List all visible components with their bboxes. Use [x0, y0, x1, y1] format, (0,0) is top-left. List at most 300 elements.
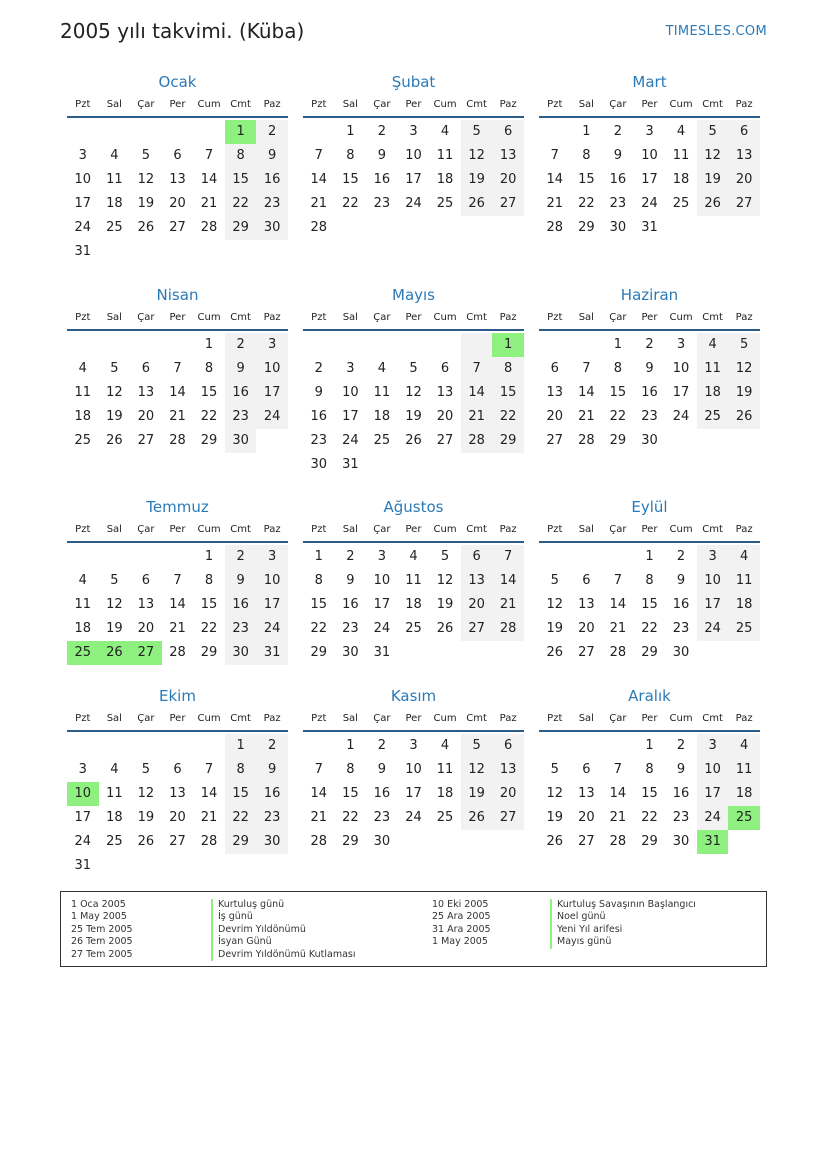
- day-cell: 31: [74, 244, 92, 259]
- weekday-label: Cum: [669, 712, 693, 724]
- holiday-day-cell: 26: [99, 641, 131, 665]
- day-cell: 22: [310, 621, 328, 636]
- empty-day-cell: [461, 453, 493, 477]
- day-cell: 20: [169, 810, 186, 825]
- day-cell: 27: [169, 834, 186, 849]
- day-cell: 14: [169, 385, 186, 400]
- weekday-label: Paz: [499, 712, 517, 724]
- day-cell: 9: [314, 385, 323, 400]
- day-cell: 23: [310, 433, 328, 448]
- legend-name: Devrim Yıldönümü Kutlaması: [211, 949, 356, 961]
- empty-day-cell: [193, 120, 225, 144]
- day-cell: 13: [169, 786, 186, 801]
- day-cell: 25: [697, 405, 729, 429]
- day-grid: [67, 734, 288, 878]
- day-cell: 8: [492, 357, 524, 381]
- site-link[interactable]: TIMESLES.COM: [665, 24, 767, 39]
- legend-name: İş günü: [211, 911, 356, 923]
- day-cell: 13: [492, 758, 524, 782]
- day-cell: 3: [697, 734, 729, 758]
- day-cell: 18: [74, 409, 92, 424]
- day-cell: 3: [409, 738, 418, 753]
- month-block: [539, 686, 760, 854]
- day-cell: 29: [492, 429, 524, 453]
- empty-day-cell: [366, 453, 398, 477]
- day-cell: 10: [373, 573, 391, 588]
- legend-names-left: [211, 899, 356, 961]
- day-cell: 29: [225, 830, 257, 854]
- day-cell: 10: [256, 357, 288, 381]
- day-cell: 26: [405, 433, 422, 448]
- day-cell: 11: [697, 357, 729, 381]
- empty-day-cell: [728, 641, 760, 665]
- day-cell: 28: [169, 645, 186, 660]
- day-cell: 8: [346, 148, 355, 163]
- empty-day-cell: [162, 240, 194, 264]
- day-grid: [303, 120, 524, 240]
- weekday-label: Cmt: [466, 311, 487, 323]
- day-cell: 6: [582, 762, 591, 777]
- day-cell: 6: [173, 762, 182, 777]
- day-cell: 13: [137, 385, 155, 400]
- day-cell: 20: [578, 621, 595, 636]
- day-cell: 7: [173, 361, 182, 376]
- day-cell: 11: [106, 172, 123, 187]
- day-cell: 11: [436, 762, 454, 777]
- header-rule: [303, 329, 524, 331]
- day-cell: 23: [225, 405, 257, 429]
- weekday-label: Sal: [106, 712, 122, 724]
- day-cell: 21: [169, 409, 186, 424]
- day-cell: 31: [74, 858, 92, 873]
- day-cell: 25: [373, 433, 391, 448]
- day-cell: 2: [225, 545, 257, 569]
- day-cell: 1: [645, 738, 654, 753]
- day-cell: 18: [436, 172, 454, 187]
- day-cell: 25: [672, 196, 690, 211]
- day-cell: 3: [676, 337, 686, 352]
- day-cell: 14: [609, 786, 627, 801]
- day-cell: 15: [310, 597, 328, 612]
- weekday-label: Cum: [669, 98, 693, 110]
- day-cell: 28: [609, 834, 627, 849]
- day-cell: 31: [342, 457, 359, 472]
- day-cell: 14: [310, 172, 328, 187]
- day-cell: 5: [110, 361, 119, 376]
- empty-day-cell: [728, 830, 760, 854]
- month-block: [67, 72, 288, 264]
- month-block: [539, 497, 760, 665]
- day-cell: 23: [672, 621, 690, 636]
- day-cell: 11: [74, 597, 92, 612]
- day-cell: 11: [436, 148, 454, 163]
- weekday-label: Sal: [342, 98, 358, 110]
- weekday-label: Cmt: [230, 98, 251, 110]
- header-rule: [539, 116, 760, 118]
- legend-date: 1 May 2005: [71, 911, 127, 923]
- weekday-label: Paz: [735, 523, 753, 535]
- day-cell: 8: [346, 762, 355, 777]
- day-cell: 25: [728, 617, 760, 641]
- day-grid: [539, 734, 760, 854]
- day-cell: 22: [200, 621, 218, 636]
- day-cell: 22: [641, 810, 658, 825]
- day-cell: 27: [436, 433, 454, 448]
- day-cell: 27: [546, 433, 564, 448]
- day-cell: 12: [728, 357, 760, 381]
- weekday-header: [303, 305, 524, 329]
- day-cell: 13: [436, 385, 454, 400]
- month-name: Haziran: [620, 286, 679, 304]
- weekday-label: Per: [405, 98, 422, 110]
- weekday-label: Cum: [197, 523, 221, 535]
- day-cell: 29: [225, 216, 257, 240]
- empty-day-cell: [398, 216, 430, 240]
- weekday-label: Pzt: [311, 98, 327, 110]
- day-grid: [67, 545, 288, 665]
- day-cell: 15: [200, 385, 218, 400]
- day-cell: 20: [728, 168, 760, 192]
- month-block: [303, 686, 524, 854]
- day-cell: 19: [728, 381, 760, 405]
- day-cell: 6: [173, 148, 182, 163]
- day-cell: 18: [373, 409, 391, 424]
- empty-day-cell: [162, 854, 194, 878]
- legend-dates-right: [432, 899, 491, 949]
- day-cell: 14: [169, 597, 186, 612]
- day-cell: 2: [225, 333, 257, 357]
- holiday-day-cell: 31: [697, 830, 729, 854]
- empty-day-cell: [728, 216, 760, 240]
- empty-day-cell: [130, 854, 162, 878]
- day-cell: 9: [377, 148, 387, 163]
- day-cell: 25: [405, 621, 422, 636]
- empty-day-cell: [130, 545, 162, 569]
- day-cell: 13: [492, 144, 524, 168]
- day-cell: 20: [461, 593, 493, 617]
- day-cell: 6: [141, 361, 151, 376]
- day-cell: 8: [613, 361, 623, 376]
- weekday-label: Per: [641, 311, 658, 323]
- holiday-day-cell: 25: [728, 806, 760, 830]
- day-cell: 16: [641, 385, 658, 400]
- day-cell: 3: [697, 545, 729, 569]
- day-cell: 22: [342, 810, 359, 825]
- weekday-label: Paz: [735, 98, 753, 110]
- legend-name: Mayıs günü: [550, 936, 696, 948]
- day-cell: 28: [200, 834, 218, 849]
- weekday-label: Cum: [669, 311, 693, 323]
- day-cell: 24: [342, 433, 359, 448]
- day-cell: 27: [137, 433, 155, 448]
- page-title: 2005 yılı takvimi. (Küba): [60, 19, 305, 43]
- day-cell: 28: [546, 220, 564, 235]
- day-cell: 20: [578, 810, 595, 825]
- day-cell: 24: [641, 196, 658, 211]
- header-rule: [303, 116, 524, 118]
- day-cell: 1: [204, 337, 214, 352]
- day-cell: 22: [225, 192, 257, 216]
- day-cell: 5: [409, 361, 418, 376]
- day-cell: 24: [697, 806, 729, 830]
- day-cell: 28: [310, 834, 328, 849]
- day-cell: 7: [613, 762, 623, 777]
- weekday-label: Per: [169, 712, 186, 724]
- day-cell: 13: [728, 144, 760, 168]
- day-grid: [303, 333, 524, 477]
- day-cell: 3: [409, 124, 418, 139]
- weekday-header: [67, 517, 288, 541]
- day-cell: 1: [346, 738, 355, 753]
- day-cell: 28: [310, 220, 328, 235]
- day-cell: 30: [373, 834, 391, 849]
- day-cell: 7: [582, 361, 591, 376]
- day-cell: 12: [137, 786, 155, 801]
- empty-day-cell: [130, 333, 162, 357]
- weekday-label: Pzt: [547, 712, 563, 724]
- day-cell: 4: [697, 333, 729, 357]
- weekday-label: Per: [405, 311, 422, 323]
- weekday-label: Çar: [373, 712, 391, 724]
- empty-day-cell: [130, 734, 162, 758]
- day-cell: 4: [440, 738, 450, 753]
- day-cell: 30: [609, 220, 627, 235]
- day-cell: 10: [342, 385, 359, 400]
- weekday-label: Çar: [137, 712, 155, 724]
- day-cell: 7: [204, 762, 214, 777]
- day-cell: 30: [672, 645, 690, 660]
- day-cell: 18: [672, 172, 690, 187]
- day-cell: 6: [492, 734, 524, 758]
- empty-day-cell: [429, 216, 461, 240]
- day-cell: 22: [200, 409, 218, 424]
- day-cell: 31: [256, 641, 288, 665]
- day-cell: 20: [436, 409, 454, 424]
- day-cell: 21: [200, 196, 218, 211]
- weekday-label: Cum: [433, 311, 457, 323]
- day-cell: 29: [342, 834, 359, 849]
- weekday-label: Pzt: [311, 311, 327, 323]
- legend-name: İsyan Günü: [211, 936, 356, 948]
- day-cell: 14: [578, 385, 595, 400]
- weekday-label: Per: [405, 712, 422, 724]
- month-block: [303, 72, 524, 240]
- day-cell: 21: [578, 409, 595, 424]
- month-name: Eylül: [631, 498, 668, 516]
- month-block: [303, 285, 524, 477]
- day-cell: 2: [613, 124, 623, 139]
- day-cell: 17: [373, 597, 391, 612]
- header-rule: [303, 730, 524, 732]
- day-cell: 5: [440, 549, 450, 564]
- empty-day-cell: [571, 734, 603, 758]
- day-cell: 6: [440, 361, 450, 376]
- day-cell: 19: [461, 168, 493, 192]
- day-cell: 19: [436, 597, 454, 612]
- day-cell: 9: [225, 357, 257, 381]
- day-cell: 2: [676, 738, 686, 753]
- day-cell: 12: [461, 758, 493, 782]
- day-cell: 13: [578, 786, 595, 801]
- empty-day-cell: [429, 641, 461, 665]
- empty-day-cell: [99, 333, 131, 357]
- month-name: Ağustos: [383, 498, 444, 516]
- day-cell: 4: [676, 124, 686, 139]
- empty-day-cell: [335, 216, 367, 240]
- day-cell: 2: [676, 549, 686, 564]
- weekday-label: Cmt: [466, 523, 487, 535]
- day-cell: 23: [256, 806, 288, 830]
- weekday-label: Sal: [342, 712, 358, 724]
- day-cell: 1: [582, 124, 591, 139]
- day-cell: 27: [578, 834, 595, 849]
- weekday-label: Cmt: [466, 98, 487, 110]
- day-cell: 9: [676, 573, 686, 588]
- day-cell: 10: [256, 569, 288, 593]
- day-cell: 29: [641, 645, 658, 660]
- day-cell: 24: [74, 220, 92, 235]
- day-cell: 18: [436, 786, 454, 801]
- empty-day-cell: [225, 854, 257, 878]
- day-cell: 16: [225, 593, 257, 617]
- day-cell: 20: [492, 782, 524, 806]
- day-cell: 20: [492, 168, 524, 192]
- empty-day-cell: [492, 216, 524, 240]
- weekday-label: Paz: [499, 523, 517, 535]
- day-cell: 12: [546, 597, 564, 612]
- month-block: [303, 497, 524, 665]
- day-cell: 6: [582, 573, 591, 588]
- empty-day-cell: [398, 453, 430, 477]
- day-cell: 11: [405, 573, 422, 588]
- empty-day-cell: [366, 333, 398, 357]
- day-cell: 3: [377, 549, 387, 564]
- day-cell: 5: [728, 333, 760, 357]
- header-rule: [539, 329, 760, 331]
- weekday-label: Per: [641, 98, 658, 110]
- legend-name: Yeni Yıl arifesi: [550, 924, 696, 936]
- day-cell: 17: [74, 196, 92, 211]
- day-cell: 23: [225, 617, 257, 641]
- day-cell: 29: [200, 433, 218, 448]
- weekday-label: Çar: [609, 523, 627, 535]
- header-rule: [67, 730, 288, 732]
- day-cell: 9: [256, 144, 288, 168]
- empty-day-cell: [602, 545, 634, 569]
- empty-day-cell: [492, 830, 524, 854]
- day-cell: 21: [492, 593, 524, 617]
- day-cell: 5: [461, 120, 493, 144]
- empty-day-cell: [492, 641, 524, 665]
- weekday-label: Cum: [669, 523, 693, 535]
- month-name: Kasım: [390, 687, 437, 705]
- empty-day-cell: [602, 734, 634, 758]
- day-cell: 26: [461, 806, 493, 830]
- day-cell: 7: [204, 148, 214, 163]
- weekday-label: Sal: [578, 98, 594, 110]
- holiday-legend: [60, 891, 767, 967]
- day-cell: 29: [609, 433, 627, 448]
- day-cell: 28: [169, 433, 186, 448]
- day-cell: 28: [492, 617, 524, 641]
- weekday-label: Cmt: [230, 523, 251, 535]
- day-cell: 13: [169, 172, 186, 187]
- day-cell: 4: [110, 148, 119, 163]
- empty-day-cell: [728, 429, 760, 453]
- day-cell: 26: [137, 220, 155, 235]
- empty-day-cell: [697, 641, 729, 665]
- legend-date: 1 Oca 2005: [71, 899, 126, 910]
- weekday-header: [539, 305, 760, 329]
- day-cell: 13: [137, 597, 155, 612]
- day-cell: 7: [550, 148, 559, 163]
- weekday-label: Cmt: [702, 311, 723, 323]
- day-cell: 19: [137, 196, 155, 211]
- day-cell: 31: [373, 645, 391, 660]
- day-cell: 5: [141, 762, 151, 777]
- day-cell: 5: [697, 120, 729, 144]
- day-cell: 27: [578, 645, 595, 660]
- legend-date: 31 Ara 2005: [432, 923, 491, 935]
- day-cell: 8: [204, 361, 214, 376]
- day-cell: 16: [373, 172, 391, 187]
- weekday-label: Çar: [373, 523, 391, 535]
- day-cell: 24: [74, 834, 92, 849]
- day-cell: 14: [546, 172, 564, 187]
- day-cell: 16: [310, 409, 328, 424]
- day-cell: 27: [492, 806, 524, 830]
- day-grid: [539, 333, 760, 453]
- month-name: Ocak: [158, 73, 197, 91]
- day-cell: 2: [377, 124, 387, 139]
- day-cell: 4: [440, 124, 450, 139]
- day-cell: 17: [74, 810, 92, 825]
- empty-day-cell: [539, 545, 571, 569]
- legend-name: Devrim Yıldönümü: [211, 924, 356, 936]
- day-cell: 19: [697, 168, 729, 192]
- day-cell: 26: [697, 192, 729, 216]
- day-cell: 6: [492, 120, 524, 144]
- weekday-label: Cum: [433, 523, 457, 535]
- day-cell: 7: [613, 573, 623, 588]
- weekday-label: Pzt: [547, 98, 563, 110]
- holiday-day-cell: 1: [492, 333, 524, 357]
- day-cell: 21: [609, 621, 627, 636]
- empty-day-cell: [461, 830, 493, 854]
- empty-day-cell: [398, 830, 430, 854]
- empty-day-cell: [193, 240, 225, 264]
- day-cell: 15: [225, 782, 257, 806]
- day-cell: 18: [74, 621, 92, 636]
- day-cell: 20: [137, 621, 155, 636]
- weekday-label: Pzt: [547, 523, 563, 535]
- day-cell: 24: [256, 405, 288, 429]
- empty-day-cell: [162, 333, 194, 357]
- month-block: [67, 285, 288, 453]
- day-cell: 6: [728, 120, 760, 144]
- empty-day-cell: [99, 734, 131, 758]
- day-cell: 30: [225, 641, 257, 665]
- day-cell: 2: [645, 337, 654, 352]
- day-cell: 2: [256, 120, 288, 144]
- day-cell: 27: [461, 617, 493, 641]
- day-cell: 22: [492, 405, 524, 429]
- day-cell: 28: [578, 433, 595, 448]
- empty-day-cell: [335, 333, 367, 357]
- weekday-header: [67, 706, 288, 730]
- weekday-label: Per: [169, 98, 186, 110]
- weekday-label: Per: [641, 712, 658, 724]
